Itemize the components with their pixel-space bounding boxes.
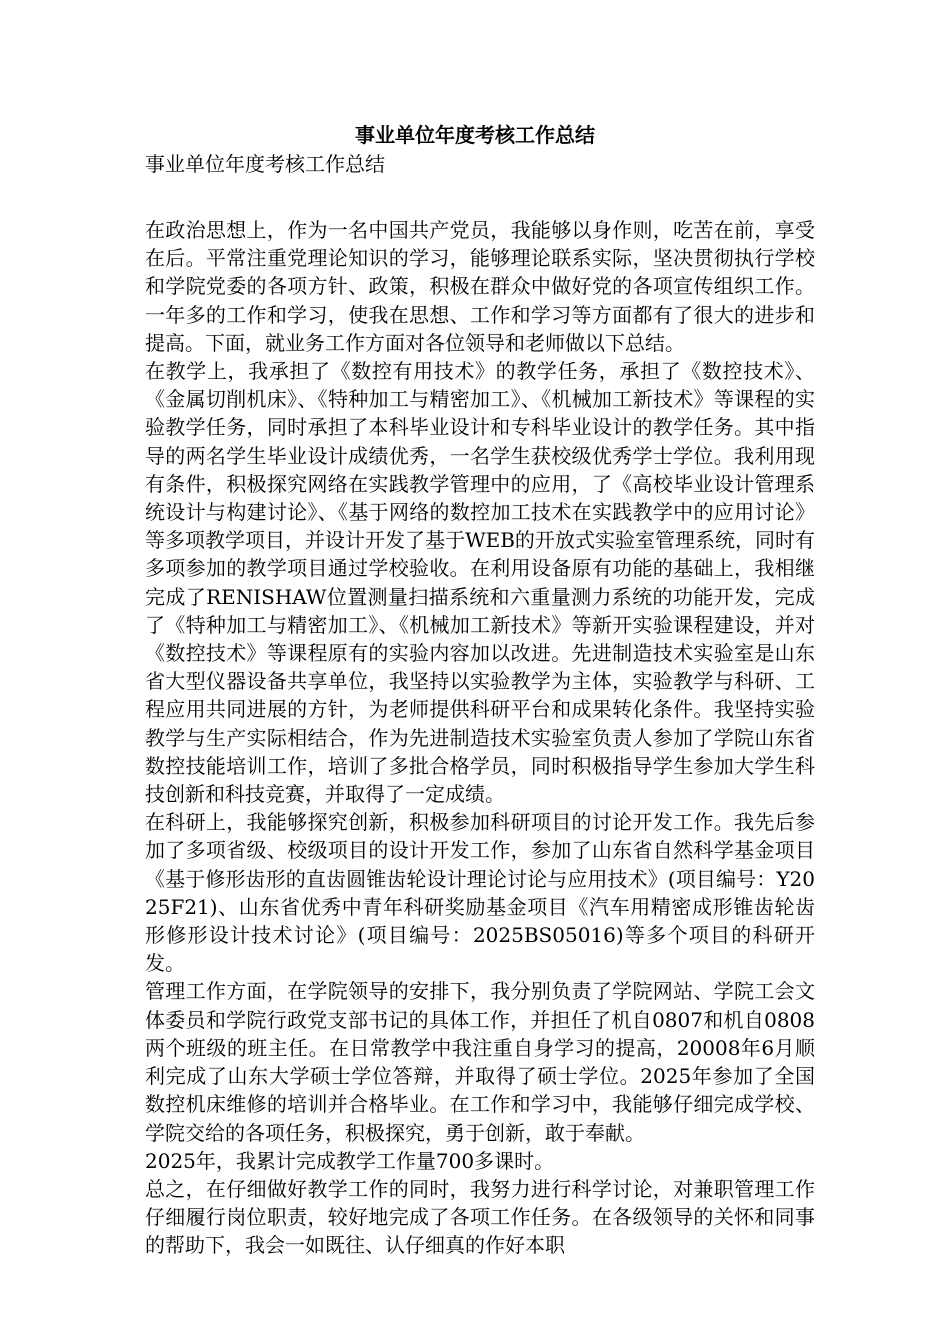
paragraph-workload: 2025年，我累计完成教学工作量700多课时。 xyxy=(145,1148,555,1173)
document-page xyxy=(145,120,815,1260)
paragraph-teaching: 在教学上，我承担了《数控有用技术》的教学任务，承担了《数控技术》、《金属切削机床》、《特种加工与精密加工》、《机械加工新技术》等课程的实验教学任务，同时承担了本科毕业设计和专科毕业设计的教学任务。其中指导的两名学生毕业设计成绩优秀，一名学生获校级优秀学士学位。我利用现有条件，积极探究网络在实践教学管理中的应用，了《高校毕业设计管理系统设计与构建讨论》、《基于网络的数控加工技术在实践教学中的应用讨论》等多项教学项目，并设计开发了基于WEB的开放式实验室管理系统，同时有多项参加的教学项目通过学校验收。在利用设备原有功能的基础上，我相继完成了RENISHAW位置测量扫描系统和六重量测力系统的功能开发，完成了《特种加工与精密加工》、《机械加工新技术》等新开实验课程建设，并对《数控技术》等课程原有的实验内容加以改进。先进制造技术实验室是山东省大型仪器设备共享单位，我坚持以实验教学为主体，实验教学与科研、工程应用共同进展的方针，为老师提供科研平台和成果转化条件。我坚持实验教学与生产实际相结合，作为先进制造技术实验室负责人参加了学院山东省数控技能培训工作，培训了多批合格学员，同时积极指导学生参加大学生科技创新和科技竞赛，并取得了一定成绩。 xyxy=(145,359,815,807)
paragraph-summary: 总之，在仔细做好教学工作的同时，我努力进行科学讨论，对兼职管理工作仔细履行岗位职责，较好地完成了各项工作任务。在各级领导的关怀和同事的帮助下，我会一如既往、认仔细真的作好本职 xyxy=(145,1176,815,1258)
paragraph-research: 在科研上，我能够探究创新，积极参加科研项目的讨论开发工作。我先后参加了多项省级、校级项目的设计开发工作，参加了山东省自然科学基金项目《基于修形齿形的直齿圆锥齿轮设计理论讨论与应用技术》(项目编号：Y2025F21)、山东省优秀中青年科研奖励基金项目《汽车用精密成形锥齿轮齿形修形设计技术讨论》(项目编号：2025BS05016)等多个项目的科研开发。 xyxy=(145,810,815,976)
paragraph-political: 在政治思想上，作为一名中国共产党员，我能够以身作则，吃苦在前，享受在后。平常注重党理论知识的学习，能够理论联系实际，坚决贯彻执行学校和学院党委的各项方针、政策，积极在群众中做好党的各项宣传组织工作。一年多的工作和学习，使我在思想、工作和学习等方面都有了很大的进步和提高。下面，就业务工作方面对各位领导和老师做以下总结。 xyxy=(145,218,815,355)
blank-line xyxy=(145,178,815,216)
document-subtitle: 事业单位年度考核工作总结 xyxy=(145,152,385,176)
paragraph-management: 管理工作方面，在学院领导的安排下，我分别负责了学院网站、学院工会文体委员和学院行政党支部书记的具体工作，并担任了机自0807和机自0808两个班级的班主任。在日常教学中我注重自身学习的提高，20008年6月顺利完成了山东大学硕士学位答辩，并取得了硕士学位。2025年参加了全国数控机床维修的培训并合格毕业。在工作和学习中，我能够仔细完成学校、学院交给的各项任务，积极探究，勇于创新，敢于奉献。 xyxy=(145,979,815,1145)
document-title: 事业单位年度考核工作总结 xyxy=(355,123,595,147)
